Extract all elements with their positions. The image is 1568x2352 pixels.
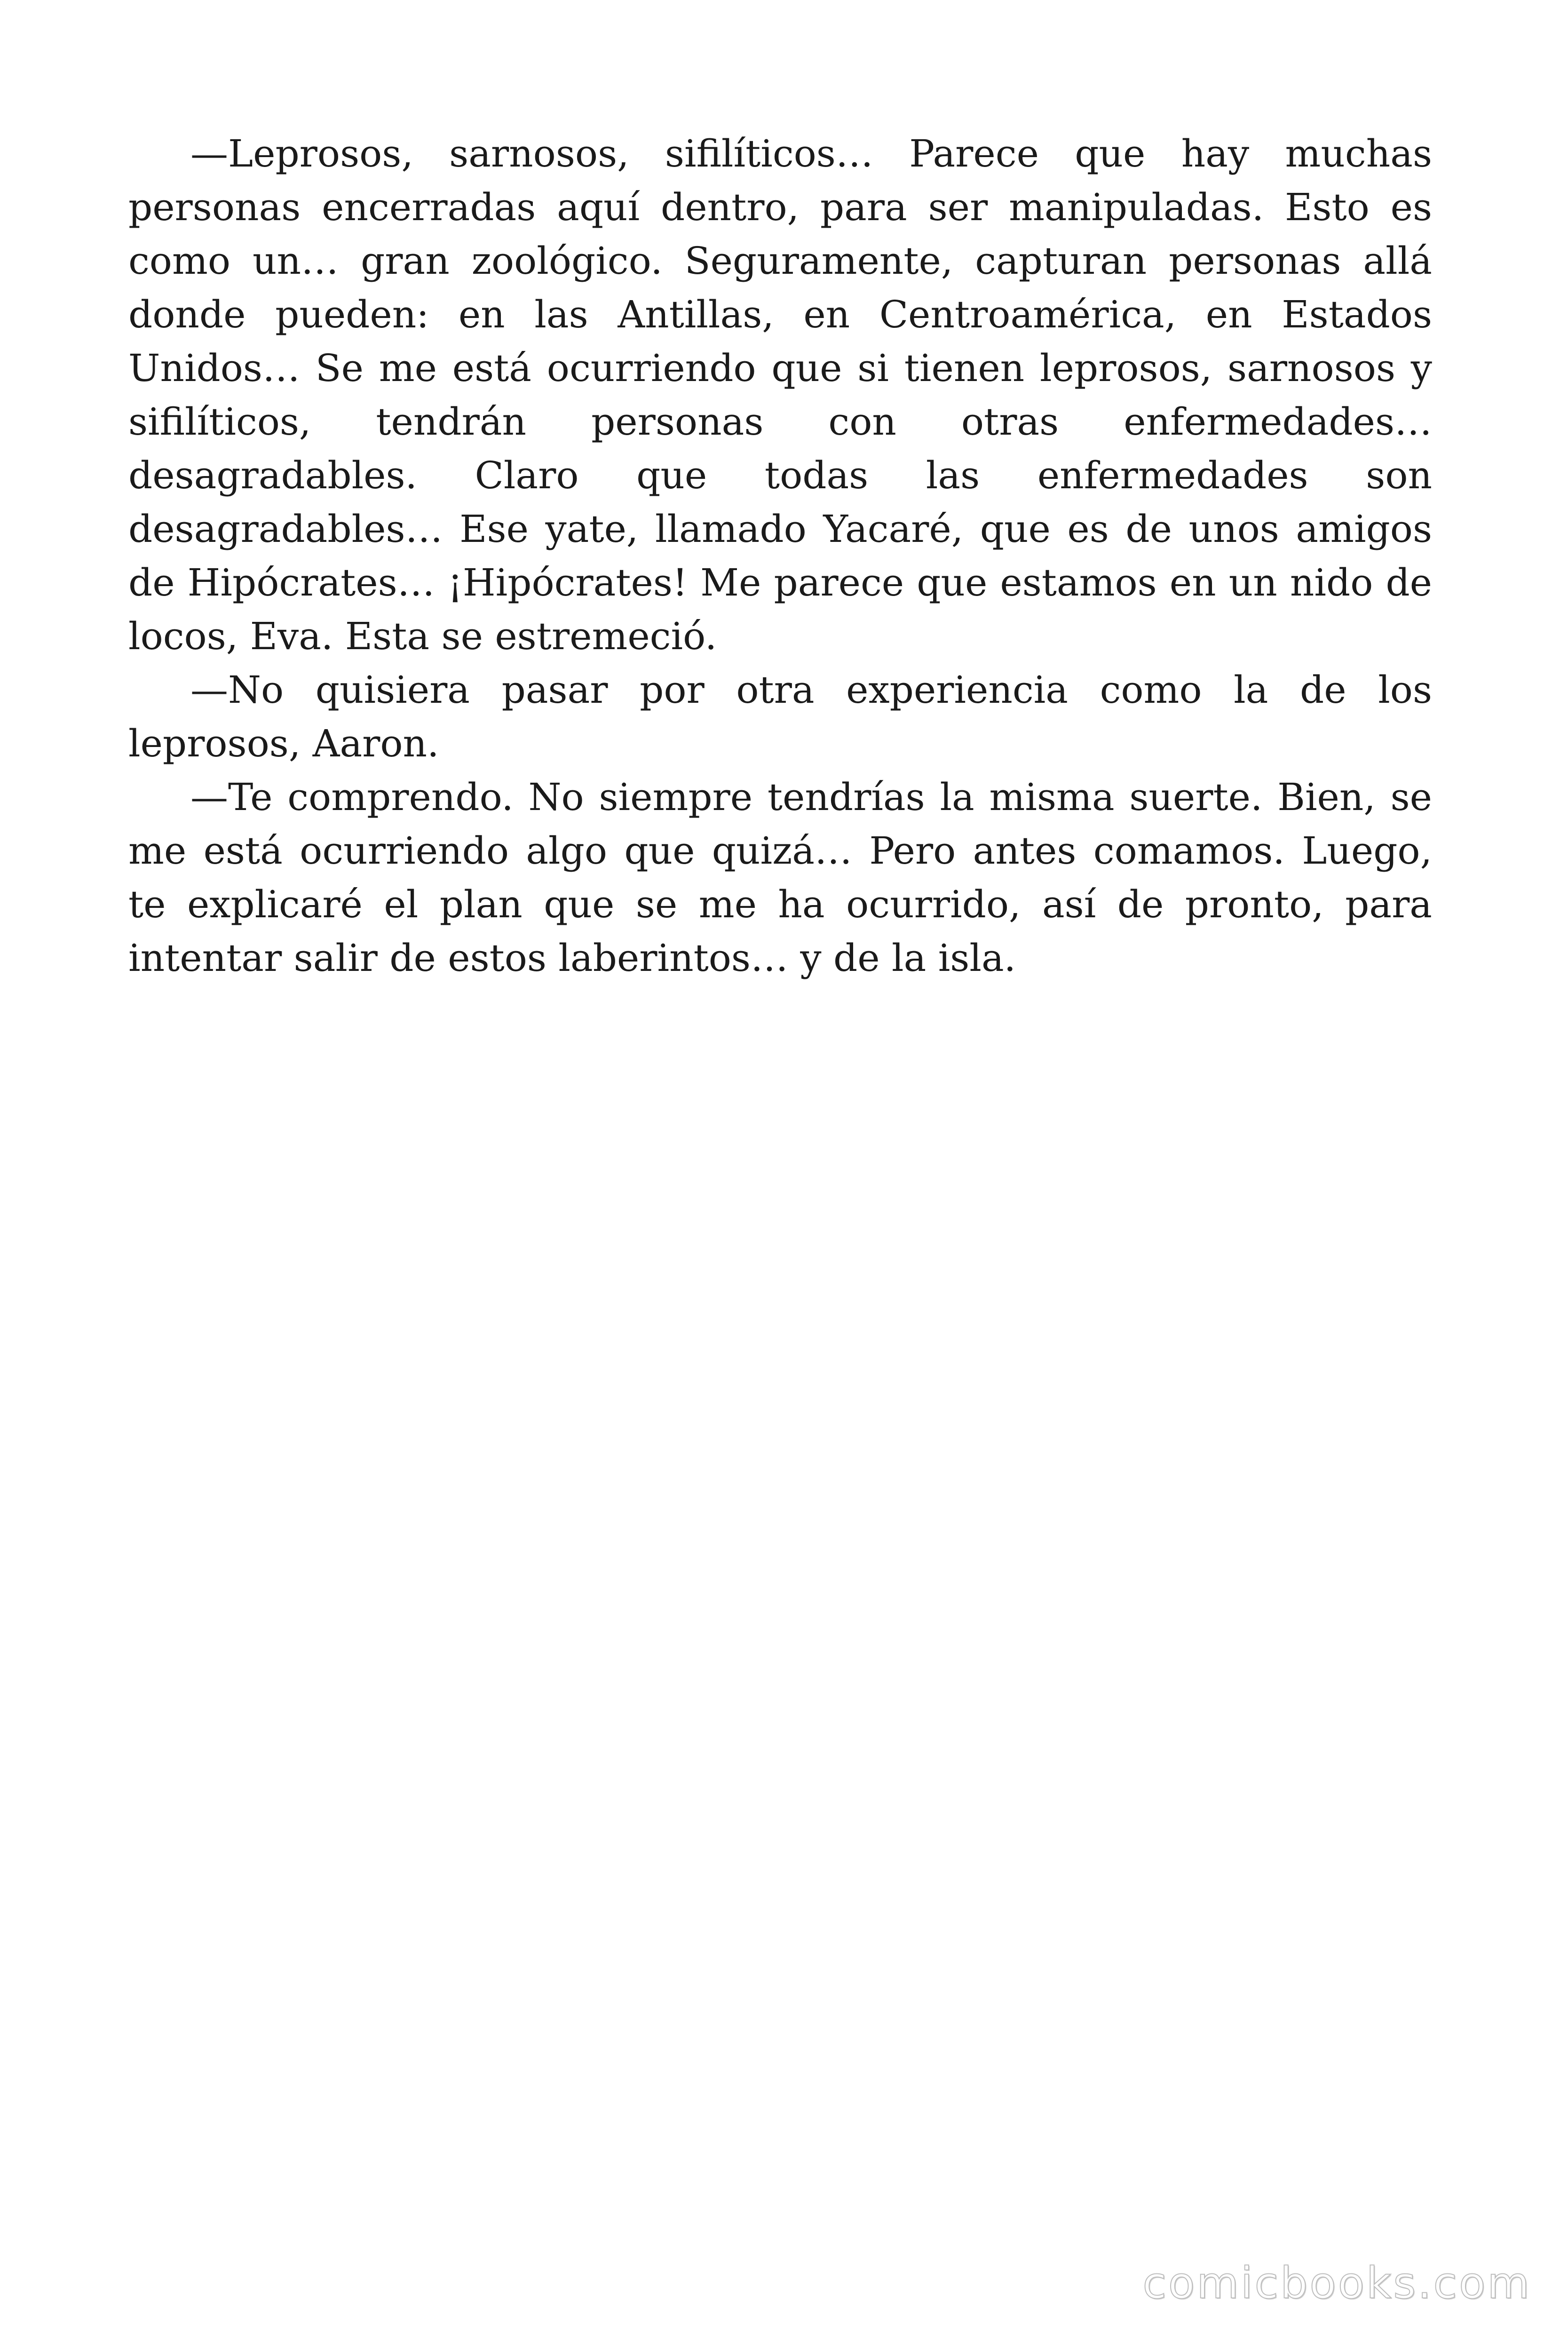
paragraph-1: —Leprosos, sarnosos, sifilíticos… Parece que hay muchas personas encerradas aquí dentro, para ser manipuladas. Esto es como un… gran zoológico. Seguramente, capturan personas allá donde pueden: en las Antillas, en Centroamérica, en Estados Unidos… Se me está ocurriendo que si tienen leprosos, sarnosos y sifilíticos, tendrán personas con otras enfermedades… desagradables. Claro que todas las enfermedades son desagradables… Ese yate, llamado Yacaré, que es de unos amigos de Hipócrates… ¡Hipócrates! Me parece que estamos en un nido de locos, Eva. Esta se estremeció. bbox=[128, 132, 1432, 658]
body-text bbox=[128, 127, 1432, 985]
watermark-logo: comicbooks.com bbox=[1142, 2258, 1531, 2308]
paragraph-2: —No quisiera pasar por otra experiencia como la de los leprosos, Aaron. bbox=[128, 668, 1432, 765]
paragraph-3: —Te comprendo. No siempre tendrías la misma suerte. Bien, se me está ocurriendo algo que quizá… Pero antes comamos. Luego, te explicaré el plan que se me ha ocurrido, así de pronto, para intentar salir de estos laberintos… y de la isla. bbox=[128, 775, 1432, 980]
